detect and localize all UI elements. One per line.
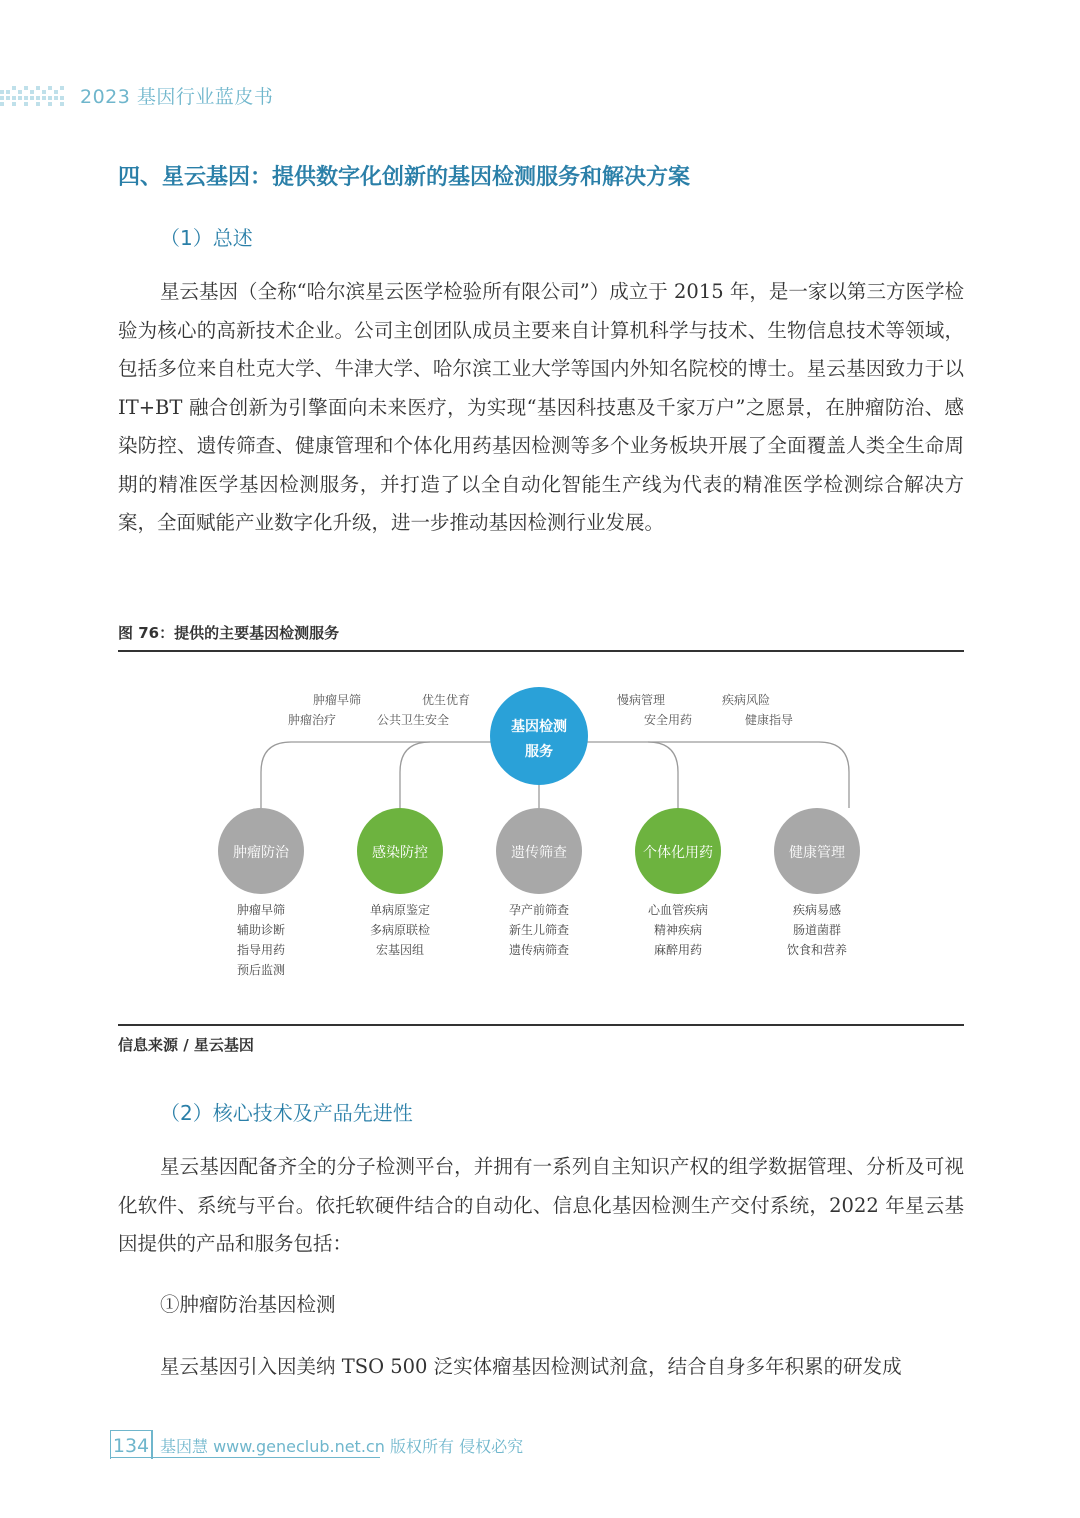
node-genetic-label: 遗传筛查 [511,845,567,861]
node-genetic-item: 遗传病筛查 [508,943,570,957]
list-item-tumor: ①肿瘤防治基因检测 [160,1293,336,1316]
tso-paragraph [118,1348,964,1387]
node-health-label: 健康管理 [789,845,845,861]
center-node [490,687,588,785]
footer-rule [110,1457,380,1458]
tag-eugenics: 优生优育 [421,693,471,707]
header-title: 2023 基因行业蓝皮书 [80,86,274,108]
figure-source: 信息来源 / 星云基因 [118,1036,254,1054]
node-medication-label: 个体化用药 [643,845,713,861]
subheading-tech: （2）核心技术及产品先进性 [160,1101,413,1125]
tag-disease-risk: 疾病风险 [721,693,771,707]
center-label-line2: 服务 [525,744,553,760]
section-heading: 四、星云基因：提供数字化创新的基因检测服务和解决方案 [118,165,691,190]
node-tumor [218,808,304,977]
overview-text: 星云基因（全称“哈尔滨星云医学检验所有限公司”）成立于 2015 年，是一家以第三方医学检验为核心的高新技术企业。公司主创团队成员主要来自计算机科学与技术、生物信息技术等领域，包括多位来自杜克大学、牛津大学、哈尔滨工业大学等国内外知名院校的博士。星云基因致力于以 IT+BT 融合创新为引擎面向未来医疗，为实现“基因科技惠及千家万户”之愿景，在肿瘤防治、感染防控、遗传筛查、健康管理和个体化用药基因检测等多个业务板块开展了全面覆盖人类全生命周期的精准医学基因检测服务，并打造了以全自动化智能生产线为代表的精准医学检测综合解决方案，全面赋能产业数字化升级，进一步推动基因检测行业发展。 [118,280,964,534]
node-tumor-item: 预后监测 [236,963,286,977]
node-health [774,808,860,957]
node-infection-item: 多病原联检 [369,923,431,937]
node-medication [635,808,721,957]
node-tumor-item: 肿瘤早筛 [236,903,286,917]
center-label-line1: 基因检测 [511,719,567,735]
overview-paragraph [118,273,964,543]
tso-text: 星云基因引入因美纳 TSO 500 泛实体瘤基因检测试剂盒，结合自身多年积累的研发成 [160,1355,902,1378]
node-infection [357,808,443,957]
tag-safe-medication: 安全用药 [643,713,693,727]
footer-rights: 版权所有 侵权必究 [390,1437,524,1456]
node-tumor-item: 指导用药 [236,943,286,957]
node-medication-item: 麻醉用药 [653,943,703,957]
node-tumor-label: 肿瘤防治 [233,845,289,861]
service-diagram [118,660,964,1020]
page-number: 134 [110,1430,153,1459]
tech-text: 星云基因配备齐全的分子检测平台，并拥有一系列自主知识产权的组学数据管理、分析及可视化软件、系统与平台。依托软硬件结合的自动化、信息化基因检测生产交付系统，2022 年星云基因提供的产品和服务包括： [118,1155,964,1255]
node-infection-item: 单病原鉴定 [369,903,431,917]
tag-tumor-screening: 肿瘤早筛 [312,693,362,707]
figure-top-rule [118,650,964,652]
node-genetic-item: 新生儿筛查 [508,923,570,937]
node-health-item: 肠道菌群 [792,923,842,937]
footer-site: 基因慧 www.geneclub.net.cn [160,1437,385,1456]
node-medication-item: 心血管疾病 [647,903,709,917]
node-infection-label: 感染防控 [372,845,428,861]
node-health-item: 疾病易感 [792,903,842,917]
node-infection-item: 宏基因组 [375,943,425,957]
tag-public-health: 公共卫生安全 [376,713,450,727]
tech-paragraph [118,1148,964,1264]
tag-chronic-disease: 慢病管理 [616,693,666,707]
figure-caption: 图 76：提供的主要基因检测服务 [118,624,340,642]
header-pattern-icon [0,82,66,108]
node-tumor-item: 辅助诊断 [236,923,286,937]
node-genetic-item: 孕产前筛查 [508,903,570,917]
node-medication-item: 精神疾病 [653,923,703,937]
tag-health-guidance: 健康指导 [744,713,794,727]
figure-bottom-rule [118,1024,964,1026]
node-genetic [496,808,582,957]
tag-tumor-treatment: 肿瘤治疗 [287,713,337,727]
subheading-overview: （1）总述 [160,226,253,250]
node-health-item: 饮食和营养 [786,943,848,957]
